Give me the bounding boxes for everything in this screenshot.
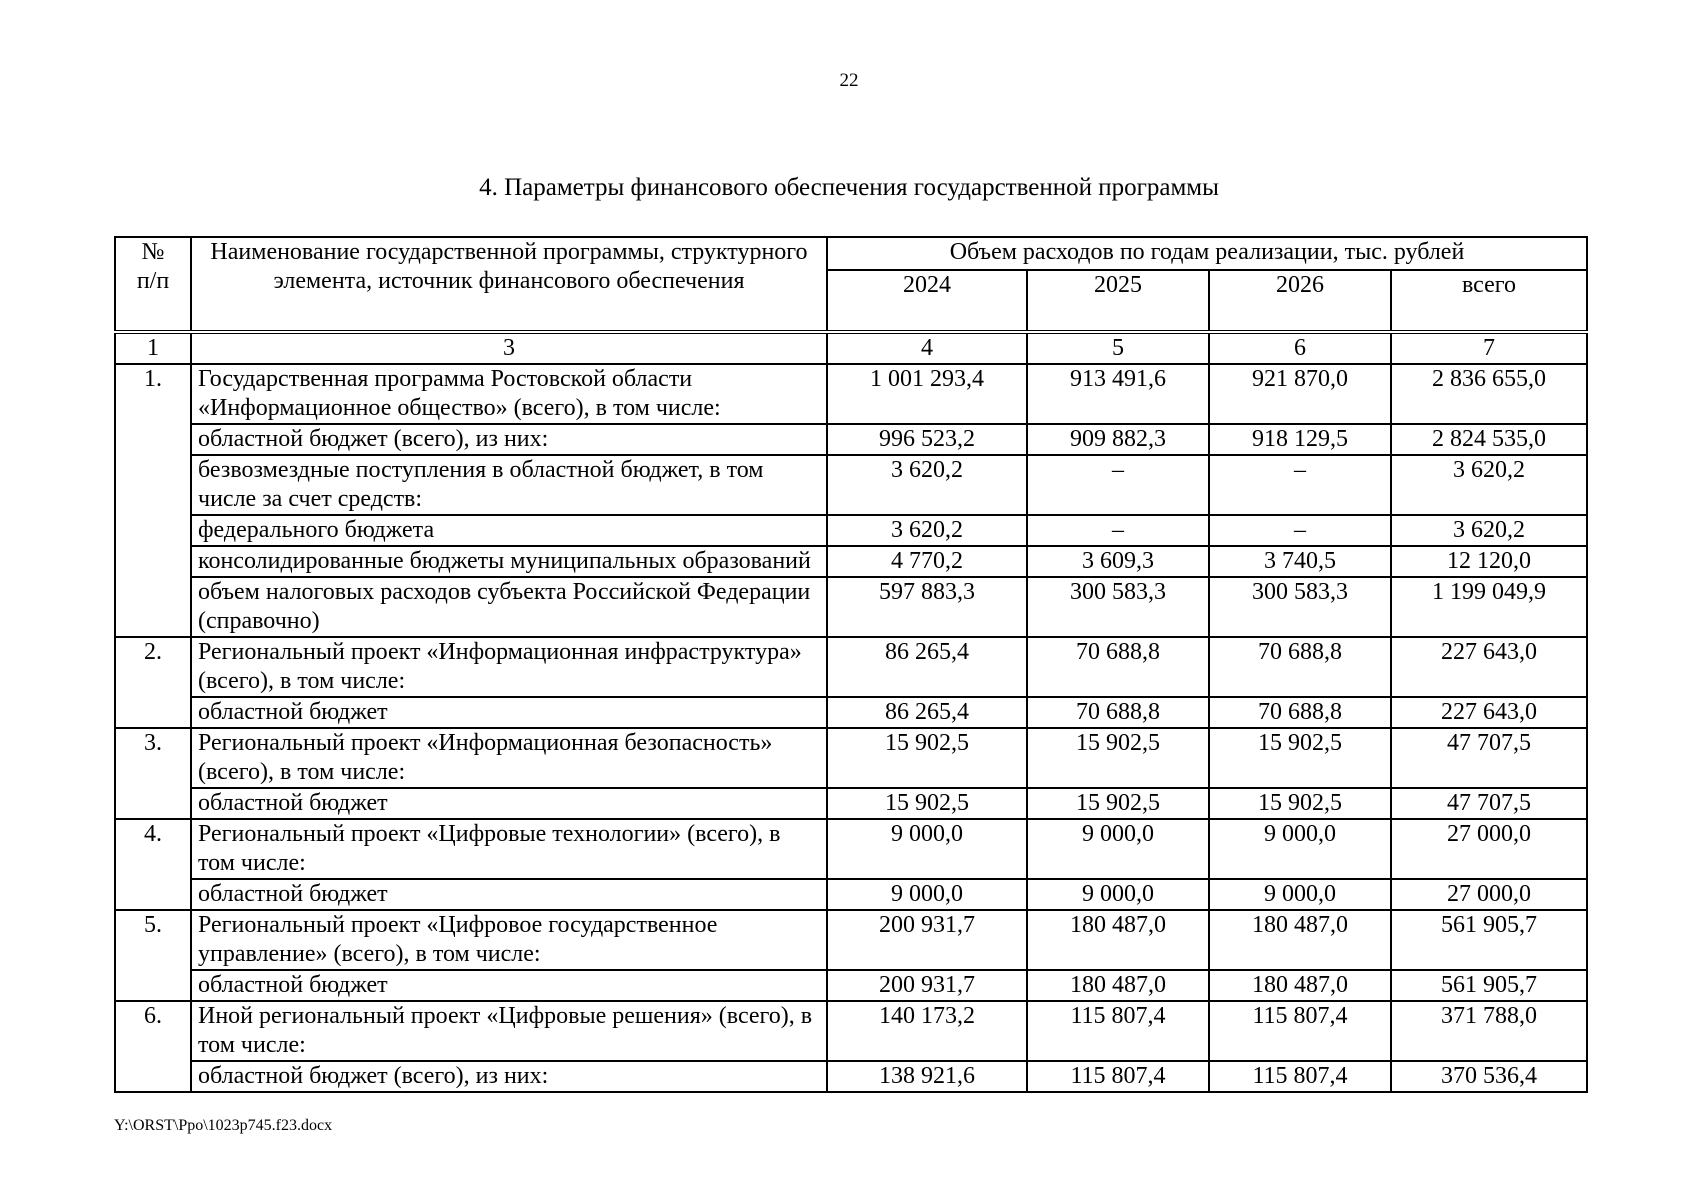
row-value: 561 905,7: [1391, 910, 1587, 970]
row-value: 561 905,7: [1391, 970, 1587, 1001]
row-value: 300 583,3: [1027, 577, 1209, 637]
table-row: [115, 577, 1587, 637]
column-index-cell: 6: [1209, 332, 1391, 364]
row-value: 3 620,2: [827, 455, 1027, 515]
row-value: 913 491,6: [1027, 364, 1209, 424]
row-value: 9 000,0: [827, 819, 1027, 879]
row-value: 138 921,6: [827, 1061, 1027, 1092]
row-name: Государственная программа Ростовской области «Информационное общество» (всего), в том числе:: [191, 364, 827, 424]
row-value: 180 487,0: [1209, 970, 1391, 1001]
row-name: Региональный проект «Цифровые технологии» (всего), в том числе:: [191, 819, 827, 879]
header-name: Наименование государственной программы, структурного элемента, источник финансового обеспечения: [191, 237, 827, 332]
row-value: 3 620,2: [1391, 455, 1587, 515]
row-number: 6.: [115, 1001, 191, 1092]
row-value: –: [1209, 515, 1391, 546]
row-value: 996 523,2: [827, 424, 1027, 455]
row-number: 2.: [115, 637, 191, 728]
table-row: [115, 879, 1587, 910]
row-value: 86 265,4: [827, 697, 1027, 728]
row-name: областной бюджет (всего), из них:: [191, 424, 827, 455]
row-name: областной бюджет: [191, 788, 827, 819]
table-row: [115, 364, 1587, 424]
row-value: 300 583,3: [1209, 577, 1391, 637]
table-row: [115, 970, 1587, 1001]
row-name: областной бюджет: [191, 879, 827, 910]
row-value: 909 882,3: [1027, 424, 1209, 455]
row-value: 921 870,0: [1209, 364, 1391, 424]
row-name: объем налоговых расходов субъекта Российской Федерации (справочно): [191, 577, 827, 637]
row-value: 227 643,0: [1391, 697, 1587, 728]
row-name: Иной региональный проект «Цифровые решения» (всего), в том числе:: [191, 1001, 827, 1061]
row-value: 227 643,0: [1391, 637, 1587, 697]
row-value: –: [1027, 455, 1209, 515]
row-number: 5.: [115, 910, 191, 1001]
row-name: Региональный проект «Информационная безопасность» (всего), в том числе:: [191, 728, 827, 788]
row-value: 918 129,5: [1209, 424, 1391, 455]
table-row: [115, 697, 1587, 728]
footer-file-path: Y:\ORST\Ppo\1023p745.f23.docx: [114, 1117, 333, 1134]
row-value: 70 688,8: [1209, 637, 1391, 697]
row-value: 12 120,0: [1391, 546, 1587, 577]
row-value: 86 265,4: [827, 637, 1027, 697]
row-value: 15 902,5: [1209, 728, 1391, 788]
row-value: 27 000,0: [1391, 879, 1587, 910]
header-year-2024: 2024: [827, 270, 1027, 332]
row-value: –: [1209, 455, 1391, 515]
row-value: 70 688,8: [1027, 637, 1209, 697]
row-name: областной бюджет: [191, 697, 827, 728]
row-value: 15 902,5: [827, 788, 1027, 819]
header-total: всего: [1391, 270, 1587, 332]
row-name: консолидированные бюджеты муниципальных образований: [191, 546, 827, 577]
row-value: 9 000,0: [1209, 819, 1391, 879]
column-index-cell: 5: [1027, 332, 1209, 364]
table-row: [115, 728, 1587, 788]
row-value: –: [1027, 515, 1209, 546]
row-value: 70 688,8: [1027, 697, 1209, 728]
row-value: 2 824 535,0: [1391, 424, 1587, 455]
table-row: [115, 637, 1587, 697]
column-index-row: [115, 332, 1587, 364]
row-value: 1 199 049,9: [1391, 577, 1587, 637]
page-title: 4. Параметры финансового обеспечения государственной программы: [479, 174, 1219, 201]
row-value: 15 902,5: [1027, 788, 1209, 819]
column-index-cell: 7: [1391, 332, 1587, 364]
column-index-cell: 4: [827, 332, 1027, 364]
row-value: 140 173,2: [827, 1001, 1027, 1061]
row-name: областной бюджет: [191, 970, 827, 1001]
row-value: 27 000,0: [1391, 819, 1587, 879]
table-row: [115, 1061, 1587, 1092]
row-name: федерального бюджета: [191, 515, 827, 546]
row-value: 15 902,5: [1027, 728, 1209, 788]
row-value: 3 609,3: [1027, 546, 1209, 577]
financing-table: [114, 236, 1588, 1093]
row-value: 200 931,7: [827, 910, 1027, 970]
row-name: Региональный проект «Цифровое государственное управление» (всего), в том числе:: [191, 910, 827, 970]
table-row: [115, 546, 1587, 577]
column-index-cell: 1: [115, 332, 191, 364]
row-value: 3 620,2: [827, 515, 1027, 546]
row-number: 4.: [115, 819, 191, 910]
row-value: 70 688,8: [1209, 697, 1391, 728]
row-value: 9 000,0: [1027, 819, 1209, 879]
table-row: [115, 788, 1587, 819]
row-value: 180 487,0: [1027, 970, 1209, 1001]
header-year-2026: 2026: [1209, 270, 1391, 332]
table-row: [115, 455, 1587, 515]
row-value: 9 000,0: [827, 879, 1027, 910]
column-index-cell: 3: [191, 332, 827, 364]
row-value: 180 487,0: [1209, 910, 1391, 970]
row-value: 200 931,7: [827, 970, 1027, 1001]
header-number: № п/п: [115, 237, 191, 332]
row-value: 9 000,0: [1209, 879, 1391, 910]
row-value: 115 807,4: [1027, 1061, 1209, 1092]
row-value: 47 707,5: [1391, 788, 1587, 819]
row-value: 370 536,4: [1391, 1061, 1587, 1092]
row-value: 47 707,5: [1391, 728, 1587, 788]
row-name: Региональный проект «Информационная инфраструктура» (всего), в том числе:: [191, 637, 827, 697]
row-value: 4 770,2: [827, 546, 1027, 577]
row-value: 3 620,2: [1391, 515, 1587, 546]
table-row: [115, 1001, 1587, 1061]
row-value: 15 902,5: [1209, 788, 1391, 819]
header-year-2025: 2025: [1027, 270, 1209, 332]
table-row: [115, 515, 1587, 546]
row-value: 2 836 655,0: [1391, 364, 1587, 424]
row-value: 180 487,0: [1027, 910, 1209, 970]
row-name: областной бюджет (всего), из них:: [191, 1061, 827, 1092]
row-value: 115 807,4: [1027, 1001, 1209, 1061]
row-number: 3.: [115, 728, 191, 819]
row-value: 371 788,0: [1391, 1001, 1587, 1061]
row-value: 9 000,0: [1027, 879, 1209, 910]
header-volume: Объем расходов по годам реализации, тыс. рублей: [827, 237, 1587, 270]
row-number: 1.: [115, 364, 191, 637]
row-value: 15 902,5: [827, 728, 1027, 788]
row-value: 115 807,4: [1209, 1001, 1391, 1061]
row-value: 3 740,5: [1209, 546, 1391, 577]
row-name: безвозмездные поступления в областной бюджет, в том числе за счет средств:: [191, 455, 827, 515]
table-row: [115, 819, 1587, 879]
page-number: 22: [839, 70, 859, 91]
row-value: 115 807,4: [1209, 1061, 1391, 1092]
table-row: [115, 910, 1587, 970]
row-value: 597 883,3: [827, 577, 1027, 637]
table-row: [115, 424, 1587, 455]
row-value: 1 001 293,4: [827, 364, 1027, 424]
